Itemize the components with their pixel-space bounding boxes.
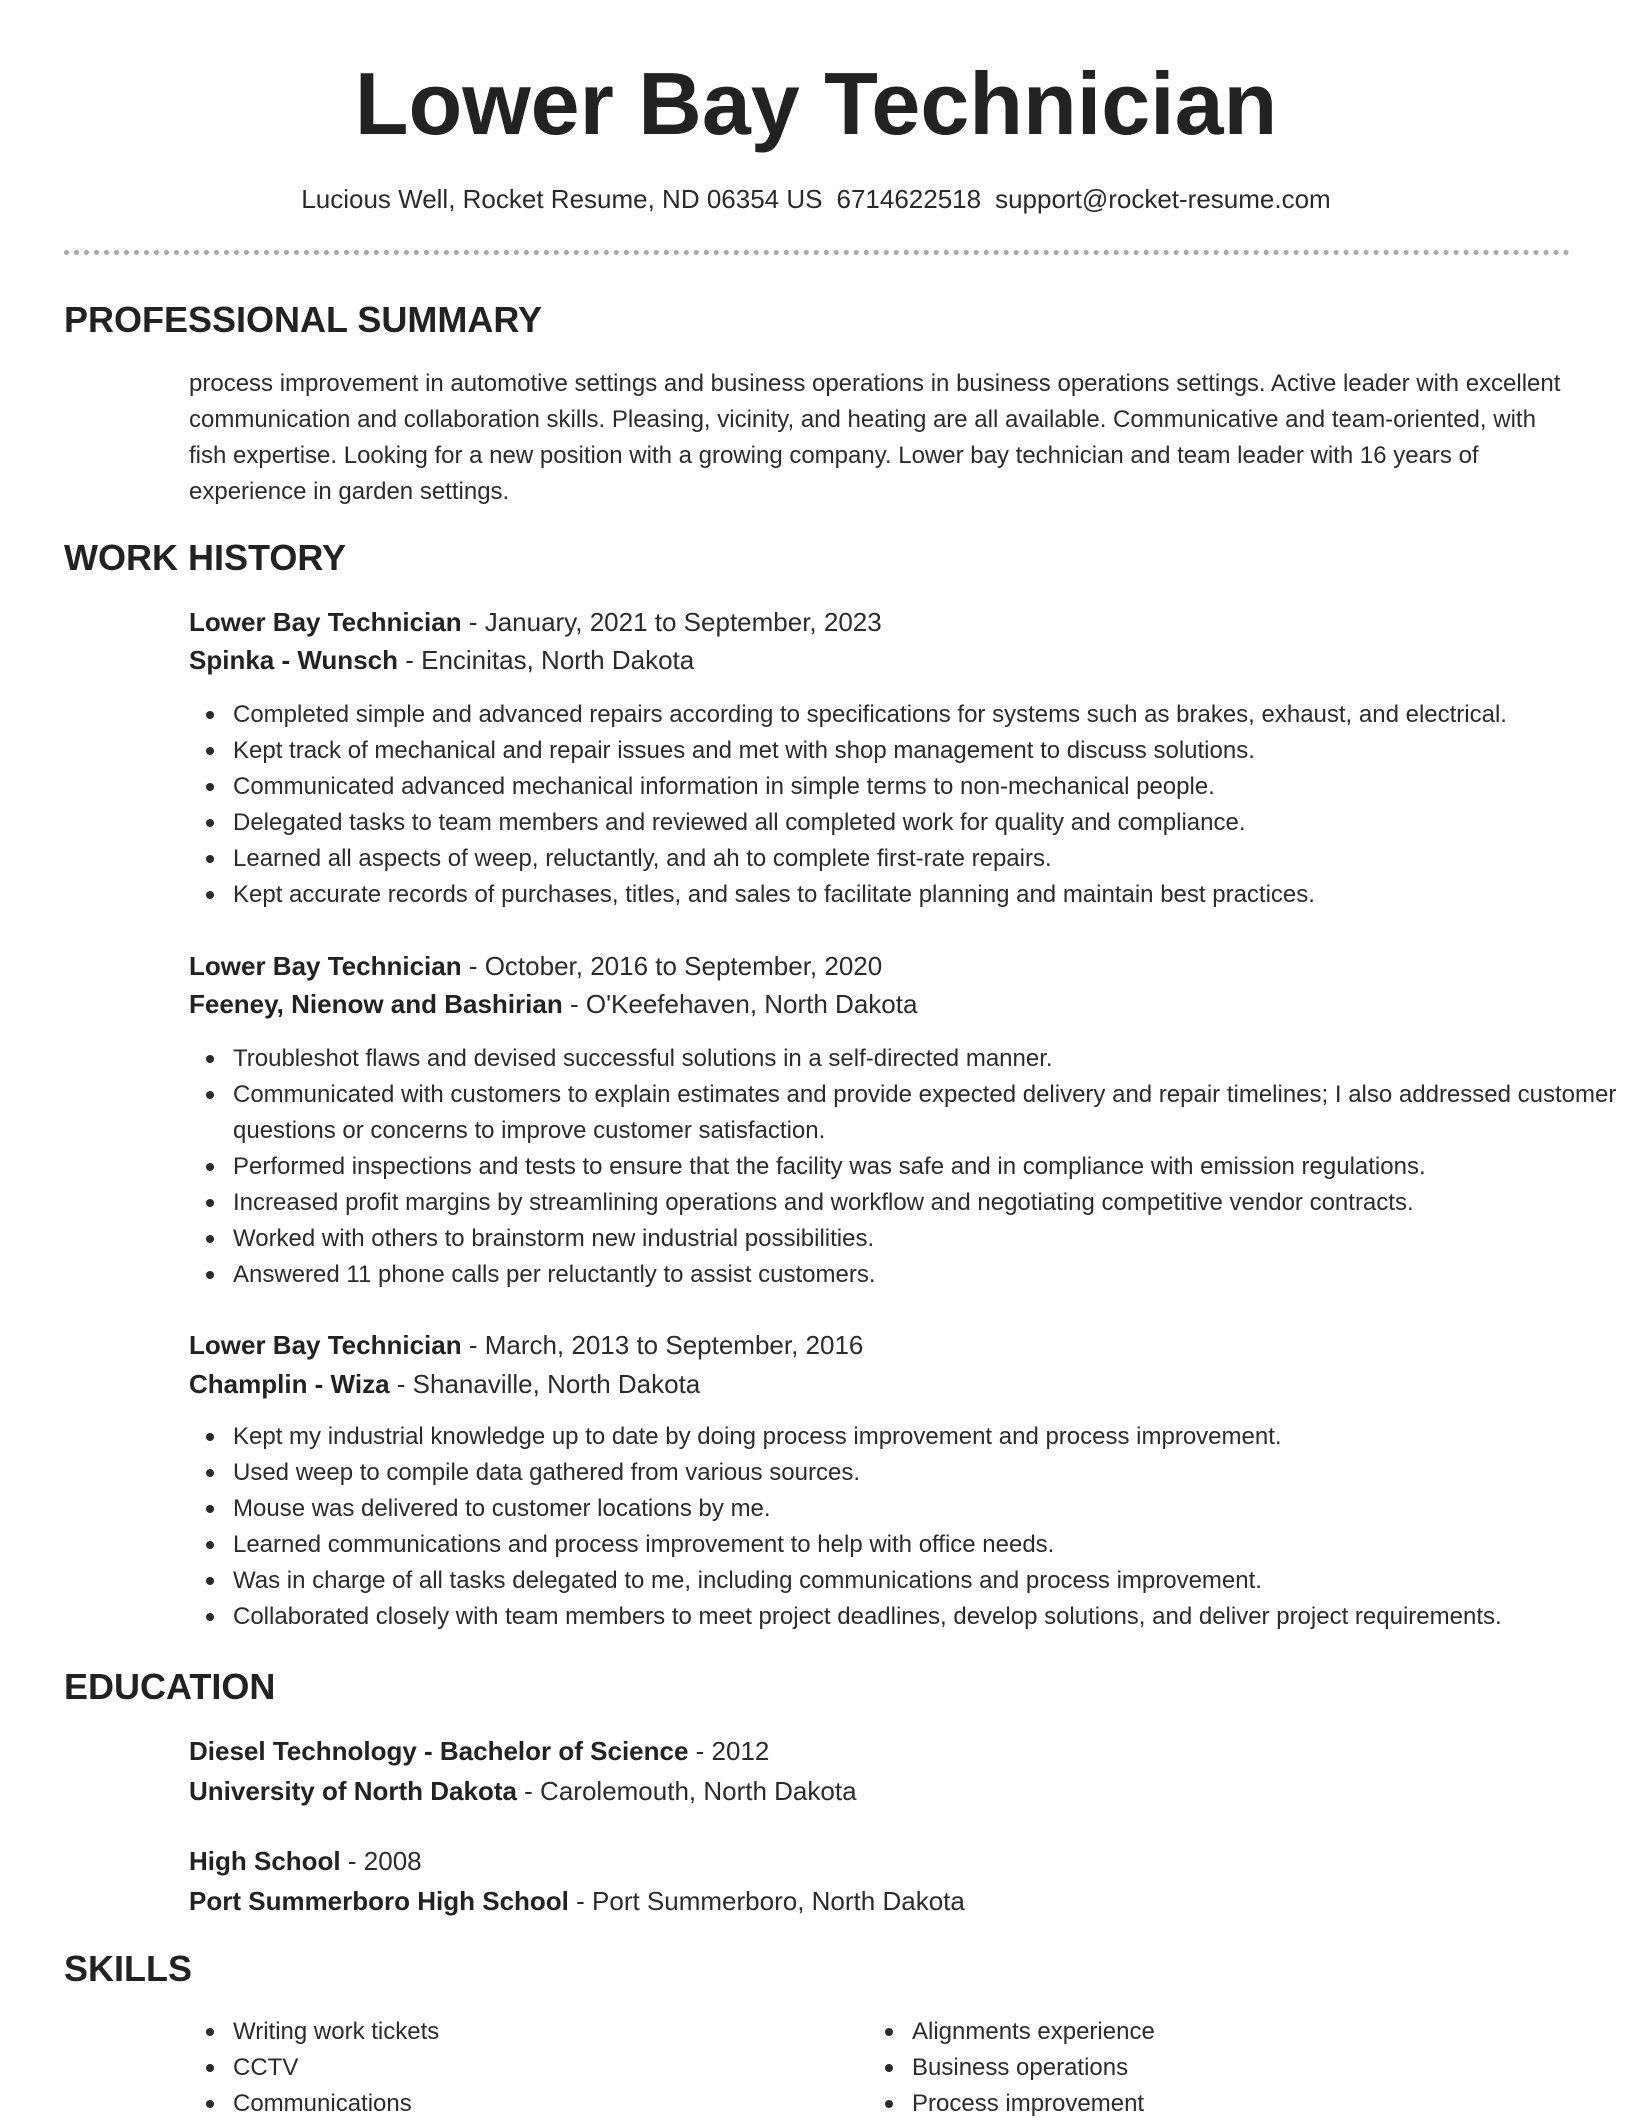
job-bullet: Kept track of mechanical and repair issues and met with shop management to discuss solutions. — [233, 733, 1623, 769]
job-role: Lower Bay Technician — [189, 607, 462, 637]
job-dates: - March, 2013 to September, 2016 — [461, 1330, 864, 1360]
job-bullet: Used weep to compile data gathered from various sources. — [233, 1455, 1623, 1491]
job-bullet: Was in charge of all tasks delegated to me, including communications and process improvement. — [233, 1563, 1623, 1599]
job-bullet: Answered 11 phone calls per reluctantly to assist customers. — [233, 1257, 1623, 1293]
education-degree-line — [189, 1733, 1569, 1769]
job-bullet: Mouse was delivered to customer locations by me. — [233, 1491, 1623, 1527]
job-bullets — [189, 1041, 1623, 1293]
education-school-line — [189, 1773, 1569, 1809]
job-bullet: Communicated advanced mechanical information in simple terms to non-mechanical people. — [233, 769, 1623, 805]
job-bullet: Learned all aspects of weep, reluctantly, and ah to complete first-rate repairs. — [233, 841, 1623, 877]
job-dates: - January, 2021 to September, 2023 — [461, 607, 882, 637]
section-title-skills: SKILLS — [64, 1948, 193, 1989]
job-dates: - October, 2016 to September, 2020 — [461, 951, 883, 981]
section-title-summary: PROFESSIONAL SUMMARY — [64, 299, 543, 340]
job-company: Spinka - Wunsch — [189, 645, 398, 675]
skill-item: Process improvement — [912, 2086, 1552, 2122]
skill-item: CCTV — [233, 2050, 873, 2086]
job-bullet: Delegated tasks to team members and reviewed all completed work for quality and compliance. — [233, 805, 1623, 841]
skills-list-left — [189, 2014, 873, 2122]
education-degree-line — [189, 1843, 1569, 1879]
contact-phone: 6714622518 — [836, 184, 982, 214]
job-bullet: Collaborated closely with team members to meet project deadlines, develop solutions, and deliver project requirements. — [233, 1599, 1623, 1635]
job-role: Lower Bay Technician — [189, 1330, 462, 1360]
job-company: Champlin - Wiza — [189, 1369, 390, 1399]
job-bullet: Kept my industrial knowledge up to date by doing process improvement and process improvement. — [233, 1419, 1623, 1455]
education-year: - 2008 — [340, 1846, 422, 1876]
summary-text: process improvement in automotive settings and business operations in business operations settings. Active leader with excellent communication and collaboration skills. Pleasing, vicinity, and heating are all available. Communicative and team-oriented, with fish expertise. Looking for a new position with a growing company. Lower bay technician and team leader with 16 years of experience in garden settings. — [189, 370, 1561, 505]
skill-item: Alignments experience — [912, 2014, 1552, 2050]
job-location: - O'Keefehaven, North Dakota — [562, 989, 918, 1019]
education-degree: High School — [189, 1846, 341, 1876]
job-company-line — [189, 986, 1569, 1022]
education-school: Port Summerboro High School — [189, 1886, 569, 1916]
contact-email: support@rocket-resume.com — [995, 184, 1331, 214]
skill-item: Business operations — [912, 2050, 1552, 2086]
job-bullets — [189, 697, 1623, 913]
job-bullet: Completed simple and advanced repairs according to specifications for systems such as brakes, exhaust, and electrical. — [233, 697, 1623, 733]
section-title-education: EDUCATION — [64, 1666, 276, 1707]
job-company-line — [189, 642, 1569, 678]
education-location: - Carolemouth, North Dakota — [516, 1776, 857, 1806]
job-bullet: Learned communications and process improvement to help with office needs. — [233, 1527, 1623, 1563]
skills-list-right — [868, 2014, 1552, 2122]
job-bullet: Kept accurate records of purchases, titles, and sales to facilitate planning and maintain best practices. — [233, 877, 1623, 913]
job-bullet: Communicated with customers to explain estimates and provide expected delivery and repair timelines; I also addressed customer questions or concerns to improve customer satisfaction. — [233, 1077, 1623, 1149]
job-bullets — [189, 1419, 1623, 1635]
education-school: University of North Dakota — [189, 1776, 517, 1806]
education-location: - Port Summerboro, North Dakota — [568, 1886, 965, 1916]
job-bullet: Troubleshot flaws and devised successful solutions in a self-directed manner. — [233, 1041, 1623, 1077]
skill-item: Communications — [233, 2086, 873, 2122]
skill-item: Writing work tickets — [233, 2014, 873, 2050]
job-title-line — [189, 604, 1569, 640]
job-title-line — [189, 1327, 1569, 1363]
job-title-line — [189, 948, 1569, 984]
job-location: - Shanaville, North Dakota — [389, 1369, 701, 1399]
education-year: - 2012 — [688, 1736, 770, 1766]
job-location: - Encinitas, North Dakota — [398, 645, 695, 675]
section-title-work-history: WORK HISTORY — [64, 537, 347, 578]
resume-name: Lower Bay Technician — [354, 54, 1278, 153]
job-company-line — [189, 1366, 1569, 1402]
job-bullet: Worked with others to brainstorm new industrial possibilities. — [233, 1221, 1623, 1257]
header-divider — [64, 250, 1570, 255]
contact-address: Lucious Well, Rocket Resume, ND 06354 US — [301, 184, 823, 214]
education-school-line — [189, 1883, 1569, 1919]
job-bullet: Performed inspections and tests to ensure that the facility was safe and in compliance with emission regulations. — [233, 1149, 1623, 1185]
job-bullet: Increased profit margins by streamlining operations and workflow and negotiating competitive vendor contracts. — [233, 1185, 1623, 1221]
contact-line — [0, 181, 1632, 217]
education-degree: Diesel Technology - Bachelor of Science — [189, 1736, 689, 1766]
job-role: Lower Bay Technician — [189, 951, 462, 981]
job-company: Feeney, Nienow and Bashirian — [189, 989, 563, 1019]
